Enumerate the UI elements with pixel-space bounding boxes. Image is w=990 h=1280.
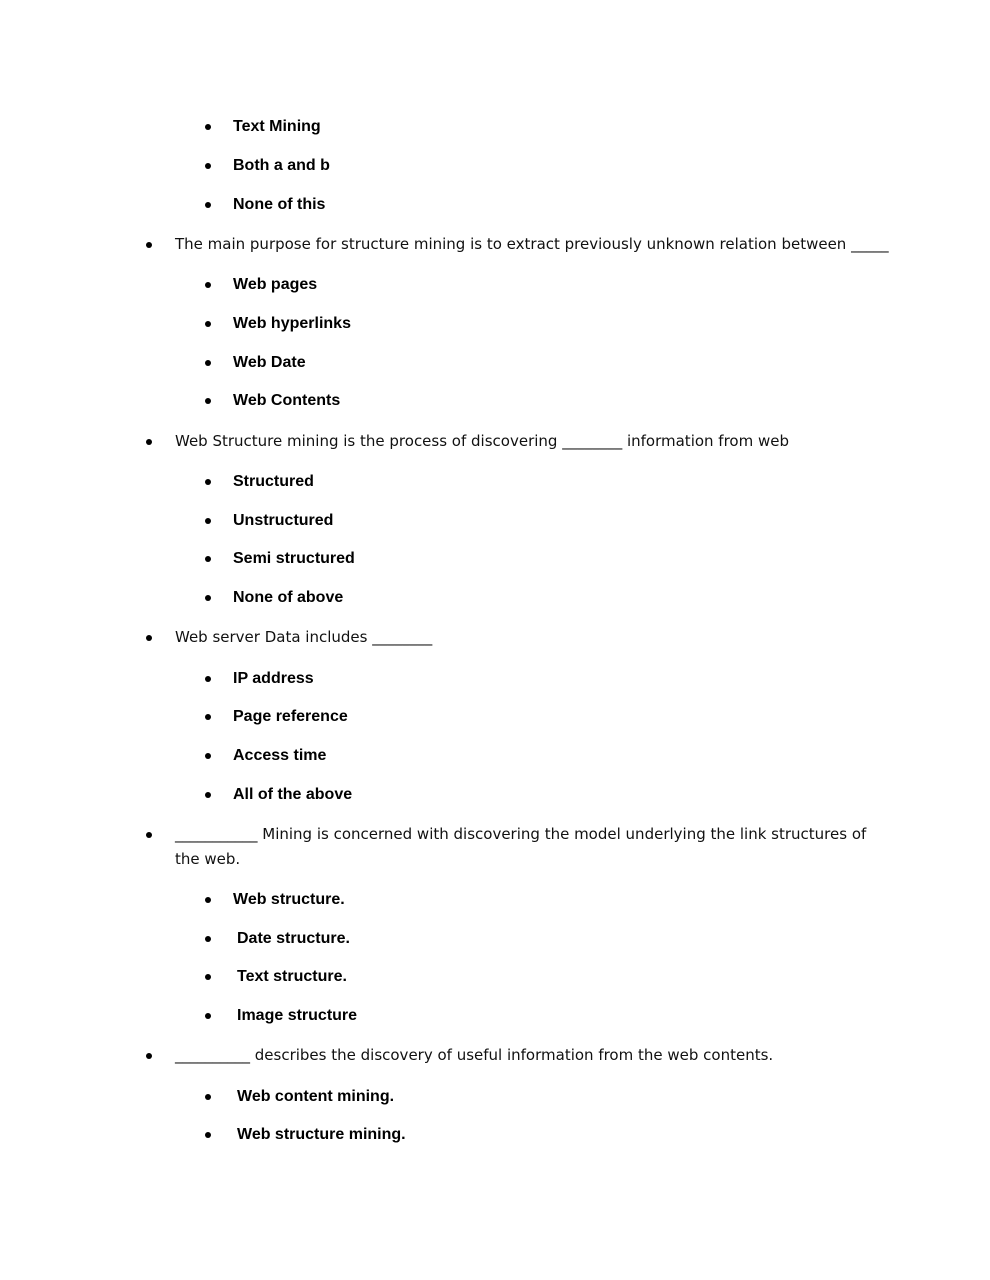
option-text: Page reference bbox=[233, 708, 348, 725]
bullet-icon bbox=[205, 163, 211, 169]
bullet-icon bbox=[146, 635, 152, 641]
question-text: The main purpose for structure mining is to extract previously unknown relation between _____ bbox=[175, 235, 889, 253]
bullet-icon bbox=[205, 1132, 211, 1138]
option-text: Both a and b bbox=[233, 157, 330, 174]
option-text: Web pages bbox=[233, 276, 318, 293]
option-text: All of the above bbox=[233, 786, 353, 803]
option-text: Unstructured bbox=[233, 512, 334, 529]
bullet-icon bbox=[205, 753, 211, 759]
option-text: Image structure bbox=[237, 1007, 358, 1024]
bullet-icon bbox=[205, 518, 211, 524]
option-text: Web content mining. bbox=[237, 1088, 395, 1105]
option-text: IP address bbox=[233, 670, 314, 687]
option-text: Web Date bbox=[233, 354, 306, 371]
bullet-icon bbox=[146, 439, 152, 445]
question-text: Web Structure mining is the process of discovering ________ information from web bbox=[175, 432, 790, 450]
option-text: Web Contents bbox=[233, 392, 341, 409]
bullet-icon bbox=[205, 714, 211, 720]
bullet-icon bbox=[205, 479, 211, 485]
bullet-icon bbox=[205, 556, 211, 562]
option-text: Web structure mining. bbox=[237, 1126, 406, 1143]
bullet-icon bbox=[205, 897, 211, 903]
bullet-icon bbox=[205, 282, 211, 288]
option-text: Date structure. bbox=[237, 930, 350, 947]
option-text: Semi structured bbox=[233, 550, 355, 567]
bullet-icon bbox=[205, 398, 211, 404]
bullet-icon bbox=[205, 360, 211, 366]
bullet-icon bbox=[205, 936, 211, 942]
bullet-icon bbox=[205, 974, 211, 980]
bullet-icon bbox=[146, 832, 152, 838]
option-text: Text structure. bbox=[237, 968, 347, 985]
bullet-icon bbox=[205, 321, 211, 327]
question-text: ___________ Mining is concerned with discovering the model underlying the link structures of the web. bbox=[175, 825, 867, 868]
question-text: Web server Data includes ________ bbox=[175, 628, 433, 646]
option-text: Web hyperlinks bbox=[233, 315, 351, 332]
option-text: Structured bbox=[233, 473, 314, 490]
bullet-icon bbox=[205, 595, 211, 601]
bullet-icon bbox=[205, 1094, 211, 1100]
bullet-icon bbox=[205, 202, 211, 208]
bullet-icon bbox=[146, 242, 152, 248]
bullet-icon bbox=[205, 792, 211, 798]
option-text: Web structure. bbox=[233, 891, 345, 908]
bullet-icon bbox=[205, 124, 211, 130]
bullet-icon bbox=[205, 676, 211, 682]
bullet-icon bbox=[146, 1053, 152, 1059]
option-text: None of this bbox=[233, 196, 326, 213]
bullet-icon bbox=[205, 1013, 211, 1019]
option-text: Text Mining bbox=[233, 118, 321, 135]
question-text: __________ describes the discovery of useful information from the web contents. bbox=[175, 1046, 774, 1064]
option-text: None of above bbox=[233, 589, 344, 606]
option-text: Access time bbox=[233, 747, 327, 764]
